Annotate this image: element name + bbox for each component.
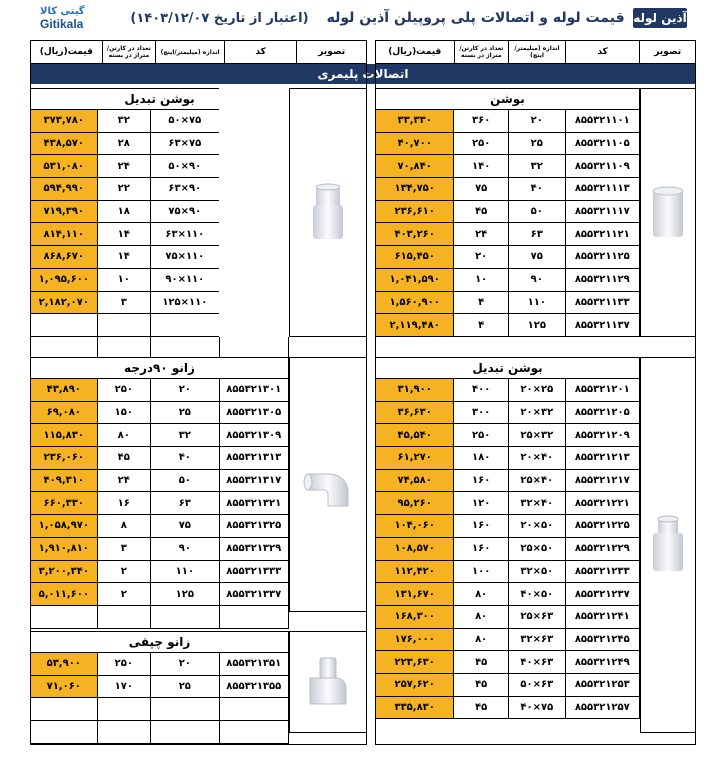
- cell-code: ۸۵۵۳۲۱۲۲۹: [565, 538, 639, 560]
- cell-price: ۱,۰۴۱,۵۹۰: [376, 269, 453, 291]
- cell-code: ۸۵۵۳۲۱۳۰۹: [219, 424, 288, 446]
- cell-price: ۹۵,۲۶۰: [376, 492, 453, 514]
- cell-qty: ۱۶۰: [453, 470, 508, 492]
- cell-code: ۸۵۵۳۲۱۱۰۵: [565, 133, 639, 155]
- cell-qty: ۴۵: [97, 447, 151, 469]
- cell-code: ۸۵۵۳۲۱۱۲۱: [565, 223, 639, 245]
- cell-qty: ۲۵۰: [453, 133, 508, 155]
- cell-qty: ۱۸۰: [453, 447, 508, 469]
- cell-size: ۵۰×۹۰: [150, 155, 218, 177]
- cell-code: ۸۵۵۳۲۱۲۰۹: [565, 424, 639, 446]
- cell-size: ۱۱۰: [508, 292, 565, 314]
- cell-size: ۹۰: [150, 538, 218, 560]
- cell-qty: ۱۰: [453, 269, 508, 291]
- cell-code: ۸۵۵۳۲۱۳۱۳: [219, 447, 288, 469]
- cell-size: ۱۱۰: [150, 561, 218, 583]
- cell-size: ۵۰×۷۵: [150, 110, 218, 132]
- brand-badge: آذین لوله: [633, 8, 687, 28]
- cell-qty: ۲: [97, 583, 151, 605]
- cell-size: ۲۵×۴۰: [508, 470, 565, 492]
- header-size: اندازه (میلیمتر/اینچ): [508, 41, 565, 63]
- cell-qty: ۳۰۰: [453, 402, 508, 424]
- cell-price: ۳۷۳,۷۸۰: [31, 110, 96, 132]
- cell-code: ۸۵۵۳۲۱۳۱۷: [219, 470, 288, 492]
- cell-size: ۳۲×۵۰: [508, 561, 565, 583]
- header-image: تصویر: [296, 41, 366, 63]
- cell-qty: ۳۶۰: [453, 110, 508, 132]
- cell-qty: ۲۰: [453, 246, 508, 268]
- cell-price: ۷۱۹,۳۹۰: [31, 201, 96, 223]
- cell-qty: ۴۵: [453, 651, 508, 673]
- cell-qty: ۴: [453, 314, 508, 336]
- logo-fa: گیتی کالا: [40, 6, 85, 17]
- cell-size: ۶۳: [150, 492, 218, 514]
- cell-size: ۲۰×۴۰: [508, 447, 565, 469]
- cell-code: ۸۵۵۳۲۱۱۲۹: [565, 269, 639, 291]
- cell-code: ۸۵۵۳۲۱۲۴۱: [565, 606, 639, 628]
- cell-code: ۸۵۵۳۲۱۳۵۱: [219, 653, 288, 675]
- cell-size: ۳۲: [508, 155, 565, 177]
- cell-code: ۸۵۵۳۲۱۳۰۱: [219, 379, 288, 401]
- cell-price: ۴۰۳,۲۶۰: [376, 223, 453, 245]
- cell-qty: ۱۷۰: [97, 676, 151, 698]
- cell-price: ۱۳۴,۷۵۰: [376, 178, 453, 200]
- cell-qty: ۸۰: [97, 424, 151, 446]
- cell-code: ۸۵۵۳۲۱۱۳۷: [565, 314, 639, 336]
- cell-qty: ۱۶: [97, 492, 151, 514]
- cell-price: ۳۶,۶۳۰: [376, 402, 453, 424]
- cell-size: ۲۰: [508, 110, 565, 132]
- cell-qty: ۴۵: [453, 674, 508, 696]
- cell-code: ۸۵۵۳۲۱۲۰۱: [565, 379, 639, 401]
- cell-price: ۱,۵۶۰,۹۰۰: [376, 292, 453, 314]
- header-price: قیمت(ریال): [388, 47, 442, 57]
- cell-price: ۱۱۵,۸۳۰: [31, 424, 96, 446]
- cell-price: ۶۱۵,۴۵۰: [376, 246, 453, 268]
- cell-size: ۴۰×۶۳: [508, 651, 565, 673]
- header-code: کد: [565, 41, 640, 63]
- cell-qty: ۴۰۰: [453, 379, 508, 401]
- cell-size: ۳۲: [150, 424, 218, 446]
- cell-size: ۲۰×۲۵: [508, 379, 565, 401]
- cell-qty: ۱۶۰: [453, 538, 508, 560]
- cell-qty: ۲۵۰: [453, 424, 508, 446]
- cell-size: ۷۵: [508, 246, 565, 268]
- cell-price: ۵۳۱,۰۸۰: [31, 155, 96, 177]
- cell-size: ۲۵×۵۰: [508, 538, 565, 560]
- cell-price: ۱۱۲,۴۲۰: [376, 561, 453, 583]
- cell-size: ۵۰: [150, 470, 218, 492]
- cell-price: ۴۵,۵۴۰: [376, 424, 453, 446]
- section-title: بوشن تبدیل: [30, 88, 289, 110]
- cell-size: ۹۰×۱۱۰: [150, 269, 218, 291]
- cell-code: ۸۵۵۳۲۱۲۳۷: [565, 583, 639, 605]
- cell-price: ۳,۲۰۰,۳۴۰: [31, 561, 96, 583]
- cell-price: ۱۶۸,۳۰۰: [376, 606, 453, 628]
- header-qty: تعداد در کارتن/ متراژ در بسته: [454, 41, 509, 63]
- cell-price: ۶۱,۲۷۰: [376, 447, 453, 469]
- header-size: اندازه (میلیمتر/اینچ): [155, 41, 224, 63]
- cell-size: ۳۲×۶۳: [508, 629, 565, 651]
- cell-size: ۵۰×۶۳: [508, 674, 565, 696]
- cell-price: ۱,۰۵۸,۹۷۰: [31, 515, 96, 537]
- cell-price: ۵۳,۹۰۰: [31, 653, 96, 675]
- cell-size: ۴۰×۵۰: [508, 583, 565, 605]
- cell-size: ۲۰: [150, 653, 218, 675]
- cell-price: ۸۱۴,۱۱۰: [31, 223, 96, 245]
- cell-qty: ۸۰: [453, 606, 508, 628]
- header-image: تصویر: [639, 41, 695, 63]
- cell-price: ۳۳۵,۸۳۰: [376, 697, 453, 719]
- cell-price: ۲۳۶,۶۱۰: [376, 201, 453, 223]
- cell-size: ۲۵×۶۳: [508, 606, 565, 628]
- cell-price: ۵,۰۱۱,۶۰۰: [31, 583, 96, 605]
- logo-en: Gitikala: [40, 17, 84, 31]
- cell-size: ۶۳×۱۱۰: [150, 223, 218, 245]
- cell-size: ۱۲۵: [508, 314, 565, 336]
- left-table-frame: [30, 40, 367, 745]
- section-band: اتصالات پلیمری: [30, 64, 696, 84]
- cell-price: ۱,۰۹۵,۶۰۰: [31, 269, 96, 291]
- cell-qty: ۳۲: [97, 110, 151, 132]
- cell-qty: ۸: [97, 515, 151, 537]
- cell-code: ۸۵۵۳۲۱۲۱۳: [565, 447, 639, 469]
- header-price: قیمت(ریال): [39, 47, 93, 57]
- cell-qty: ۲۲: [97, 178, 151, 200]
- cell-qty: ۱۵۰: [97, 402, 151, 424]
- cell-size: ۷۵: [150, 515, 218, 537]
- cell-price: ۲,۱۱۹,۴۸۰: [376, 314, 453, 336]
- cell-qty: ۳: [97, 292, 151, 314]
- cell-qty: ۱۰۰: [453, 561, 508, 583]
- cell-code: ۸۵۵۳۲۱۲۲۱: [565, 492, 639, 514]
- header-qty: تعداد در کارتن/ متراژ در بسته: [102, 41, 156, 63]
- cell-qty: ۲۴: [97, 155, 151, 177]
- cell-size: ۴۰×۷۵: [508, 697, 565, 719]
- cell-code: ۸۵۵۳۲۱۳۲۹: [219, 538, 288, 560]
- cell-code: ۸۵۵۳۲۱۳۵۵: [219, 676, 288, 698]
- cell-size: ۶۳: [508, 223, 565, 245]
- cell-size: ۹۰: [508, 269, 565, 291]
- cell-price: ۲۳۶,۰۶۰: [31, 447, 96, 469]
- cell-size: ۴۰: [508, 178, 565, 200]
- cell-price: ۱۰۸,۵۷۰: [376, 538, 453, 560]
- cell-size: ۲۵×۳۲: [508, 424, 565, 446]
- section-title: بوشن: [375, 88, 640, 110]
- cell-price: ۲۲۳,۶۳۰: [376, 651, 453, 673]
- cell-code: ۸۵۵۳۲۱۳۳۷: [219, 583, 288, 605]
- cell-price: ۷۰,۸۴۰: [376, 155, 453, 177]
- right-table-frame: [375, 40, 696, 745]
- cell-price: ۳۳,۳۳۰: [376, 110, 453, 132]
- cell-price: ۱۰۴,۰۶۰: [376, 515, 453, 537]
- cell-code: ۸۵۵۳۲۱۲۴۹: [565, 651, 639, 673]
- title-main: قیمت لوله و اتصالات پلی پروپیلن آذین لوله: [326, 10, 625, 26]
- cell-price: ۸۶۸,۶۷۰: [31, 246, 96, 268]
- header-code: کد: [224, 41, 297, 63]
- cell-price: ۴۳,۸۹۰: [31, 379, 96, 401]
- cell-qty: ۲۴: [453, 223, 508, 245]
- cell-qty: ۲۵۰: [97, 653, 151, 675]
- cell-qty: ۲۸: [97, 133, 151, 155]
- page-title: [130, 6, 625, 30]
- cell-qty: ۸۰: [453, 583, 508, 605]
- cell-size: ۲۰×۵۰: [508, 515, 565, 537]
- cell-code: ۸۵۵۳۲۱۱۲۵: [565, 246, 639, 268]
- cell-qty: ۱۲۰: [453, 492, 508, 514]
- cell-code: ۸۵۵۳۲۱۱۱۳: [565, 178, 639, 200]
- gitikala-logo: [40, 6, 110, 32]
- cell-qty: ۲۵۰: [97, 379, 151, 401]
- cell-qty: ۱۴: [97, 223, 151, 245]
- cell-price: ۱۳۱,۶۷۰: [376, 583, 453, 605]
- cell-price: ۲۵۷,۶۲۰: [376, 674, 453, 696]
- cell-price: ۱,۹۱۰,۸۱۰: [31, 538, 96, 560]
- cell-code: ۸۵۵۳۲۱۲۲۵: [565, 515, 639, 537]
- cell-price: ۴۳۸,۵۷۰: [31, 133, 96, 155]
- cell-code: ۸۵۵۳۲۱۲۱۷: [565, 470, 639, 492]
- cell-qty: ۱۰: [97, 269, 151, 291]
- cell-price: ۲,۱۸۲,۰۷۰: [31, 292, 96, 314]
- title-date: (اعتبار از تاریخ ۱۴۰۳/۱۲/۰۷): [130, 10, 309, 26]
- cell-size: ۱۲۵: [150, 583, 218, 605]
- cell-qty: ۷۵: [453, 178, 508, 200]
- cell-size: ۵۰: [508, 201, 565, 223]
- cell-size: ۶۳×۹۰: [150, 178, 218, 200]
- cell-price: ۷۴,۵۸۰: [376, 470, 453, 492]
- cell-code: ۸۵۵۳۲۱۲۴۵: [565, 629, 639, 651]
- cell-code: ۸۵۵۳۲۱۲۳۳: [565, 561, 639, 583]
- cell-size: ۱۲۵×۱۱۰: [150, 292, 218, 314]
- cell-code: ۸۵۵۳۲۱۳۲۵: [219, 515, 288, 537]
- cell-price: ۶۹,۰۸۰: [31, 402, 96, 424]
- cell-size: ۳۲×۴۰: [508, 492, 565, 514]
- cell-price: ۳۱,۹۰۰: [376, 379, 453, 401]
- cell-code: ۸۵۵۳۲۱۲۵۷: [565, 697, 639, 719]
- cell-price: ۱۷۶,۰۰۰: [376, 629, 453, 651]
- section-title: زانو ۹۰درجه: [30, 357, 289, 379]
- cell-qty: ۲۴: [97, 470, 151, 492]
- cell-price: ۶۶۰,۳۳۰: [31, 492, 96, 514]
- cell-size: ۴۰: [150, 447, 218, 469]
- cell-size: ۲۵: [508, 133, 565, 155]
- cell-qty: ۱۴: [97, 246, 151, 268]
- cell-price: ۵۹۴,۹۹۰: [31, 178, 96, 200]
- cell-code: ۸۵۵۳۲۱۳۲۱: [219, 492, 288, 514]
- cell-qty: ۴۵: [453, 697, 508, 719]
- cell-qty: ۴: [453, 292, 508, 314]
- cell-size: ۲۵: [150, 676, 218, 698]
- cell-qty: ۸۰: [453, 629, 508, 651]
- cell-price: ۴۰,۷۰۰: [376, 133, 453, 155]
- cell-qty: ۱۶۰: [453, 515, 508, 537]
- cell-qty: ۳: [97, 538, 151, 560]
- cell-code: ۸۵۵۳۲۱۳۰۵: [219, 402, 288, 424]
- cell-price: ۷۱,۰۶۰: [31, 676, 96, 698]
- cell-size: ۲۰: [150, 379, 218, 401]
- cell-size: ۷۵×۹۰: [150, 201, 218, 223]
- cell-qty: ۱۸: [97, 201, 151, 223]
- cell-code: ۸۵۵۳۲۱۱۰۹: [565, 155, 639, 177]
- cell-code: ۸۵۵۳۲۱۱۳۳: [565, 292, 639, 314]
- cell-size: ۲۰×۳۲: [508, 402, 565, 424]
- cell-price: ۴۰۹,۳۱۰: [31, 470, 96, 492]
- cell-code: ۸۵۵۳۲۱۲۰۵: [565, 402, 639, 424]
- cell-code: ۸۵۵۳۲۱۲۵۳: [565, 674, 639, 696]
- cell-code: ۸۵۵۳۲۱۳۳۳: [219, 561, 288, 583]
- section-title: زانو چپقی: [30, 631, 289, 653]
- cell-size: ۶۳×۷۵: [150, 133, 218, 155]
- section-title: بوشن تبدیل: [375, 357, 640, 379]
- cell-code: ۸۵۵۳۲۱۱۰۱: [565, 110, 639, 132]
- cell-qty: ۱۴۰: [453, 155, 508, 177]
- cell-qty: ۲: [97, 561, 151, 583]
- cell-size: ۷۵×۱۱۰: [150, 246, 218, 268]
- cell-qty: ۴۵: [453, 201, 508, 223]
- cell-size: ۲۵: [150, 402, 218, 424]
- cell-code: ۸۵۵۳۲۱۱۱۷: [565, 201, 639, 223]
